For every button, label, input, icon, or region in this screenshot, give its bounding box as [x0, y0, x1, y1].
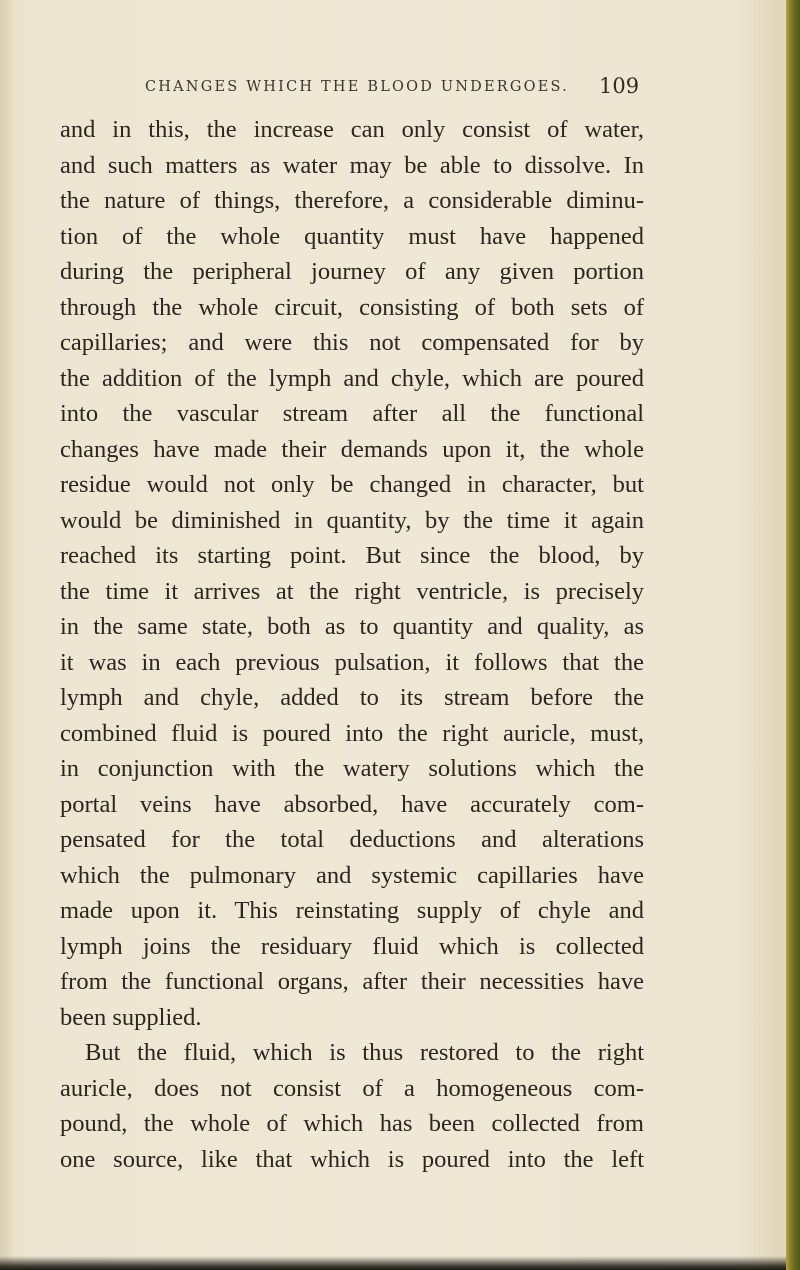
text-line: from the functional organs, after their necessities have: [60, 968, 644, 995]
running-head: [145, 76, 705, 100]
text-line: the nature of things, therefore, a considerable diminu-: [60, 187, 644, 214]
text-line: reached its starting point. But since the blood, by: [60, 542, 644, 569]
text-line: portal veins have absorbed, have accurately com-: [60, 790, 644, 818]
text-line: lymph joins the residuary fluid which is collected: [60, 932, 644, 960]
text-line: which the pulmonary and systemic capillaries have: [60, 861, 644, 889]
text-line: residue would not only be changed in character, but: [60, 471, 644, 498]
paragraph: [60, 112, 644, 1035]
text-line: combined fluid is poured into the right auricle, must,: [60, 719, 644, 747]
page-number: 109: [599, 74, 640, 98]
text-line: and in this, the increase can only consist of water,: [60, 116, 644, 143]
paragraph: [60, 1035, 644, 1177]
text-line: pound, the whole of which has been collected from: [60, 1110, 644, 1137]
text-line: in the same state, both as to quantity and quality, as: [60, 613, 644, 640]
text-line: through the whole circuit, consisting of both sets of: [60, 293, 644, 321]
text-line: pensated for the total deductions and alterations: [60, 826, 644, 853]
text-line: lymph and chyle, added to its stream before the: [60, 684, 644, 711]
text-line: changes have made their demands upon it, the whole: [60, 435, 644, 463]
text-line: in conjunction with the watery solutions which the: [60, 755, 644, 782]
text-line: during the peripheral journey of any given portion: [60, 258, 644, 285]
body-text: [60, 112, 644, 1177]
text-line: auricle, does not consist of a homogeneous com-: [60, 1074, 644, 1102]
text-line: been supplied.: [60, 1003, 202, 1031]
text-line: made upon it. This reinstating supply of chyle and: [60, 897, 644, 924]
text-line: it was in each previous pulsation, it follows that the: [60, 648, 644, 676]
page-bottom-shadow: [0, 1256, 786, 1270]
text-line: capillaries; and were this not compensated for by: [60, 329, 644, 356]
text-line: one source, like that which is poured into the left: [60, 1145, 644, 1173]
text-line: tion of the whole quantity must have happened: [60, 222, 644, 250]
text-line: the time it arrives at the right ventricle, is precisely: [60, 577, 644, 605]
text-line: into the vascular stream after all the functional: [60, 400, 644, 427]
book-cover-edge: [786, 0, 800, 1270]
running-title: CHANGES WHICH THE BLOOD UNDERGOES.: [145, 79, 569, 95]
text-line: would be diminished in quantity, by the time it again: [60, 506, 644, 534]
text-line: the addition of the lymph and chyle, which are poured: [60, 364, 644, 392]
text-line: and such matters as water may be able to dissolve. In: [60, 151, 644, 179]
text-line: But the fluid, which is thus restored to the right: [85, 1039, 644, 1066]
page-gutter-shadow: [0, 0, 14, 1270]
